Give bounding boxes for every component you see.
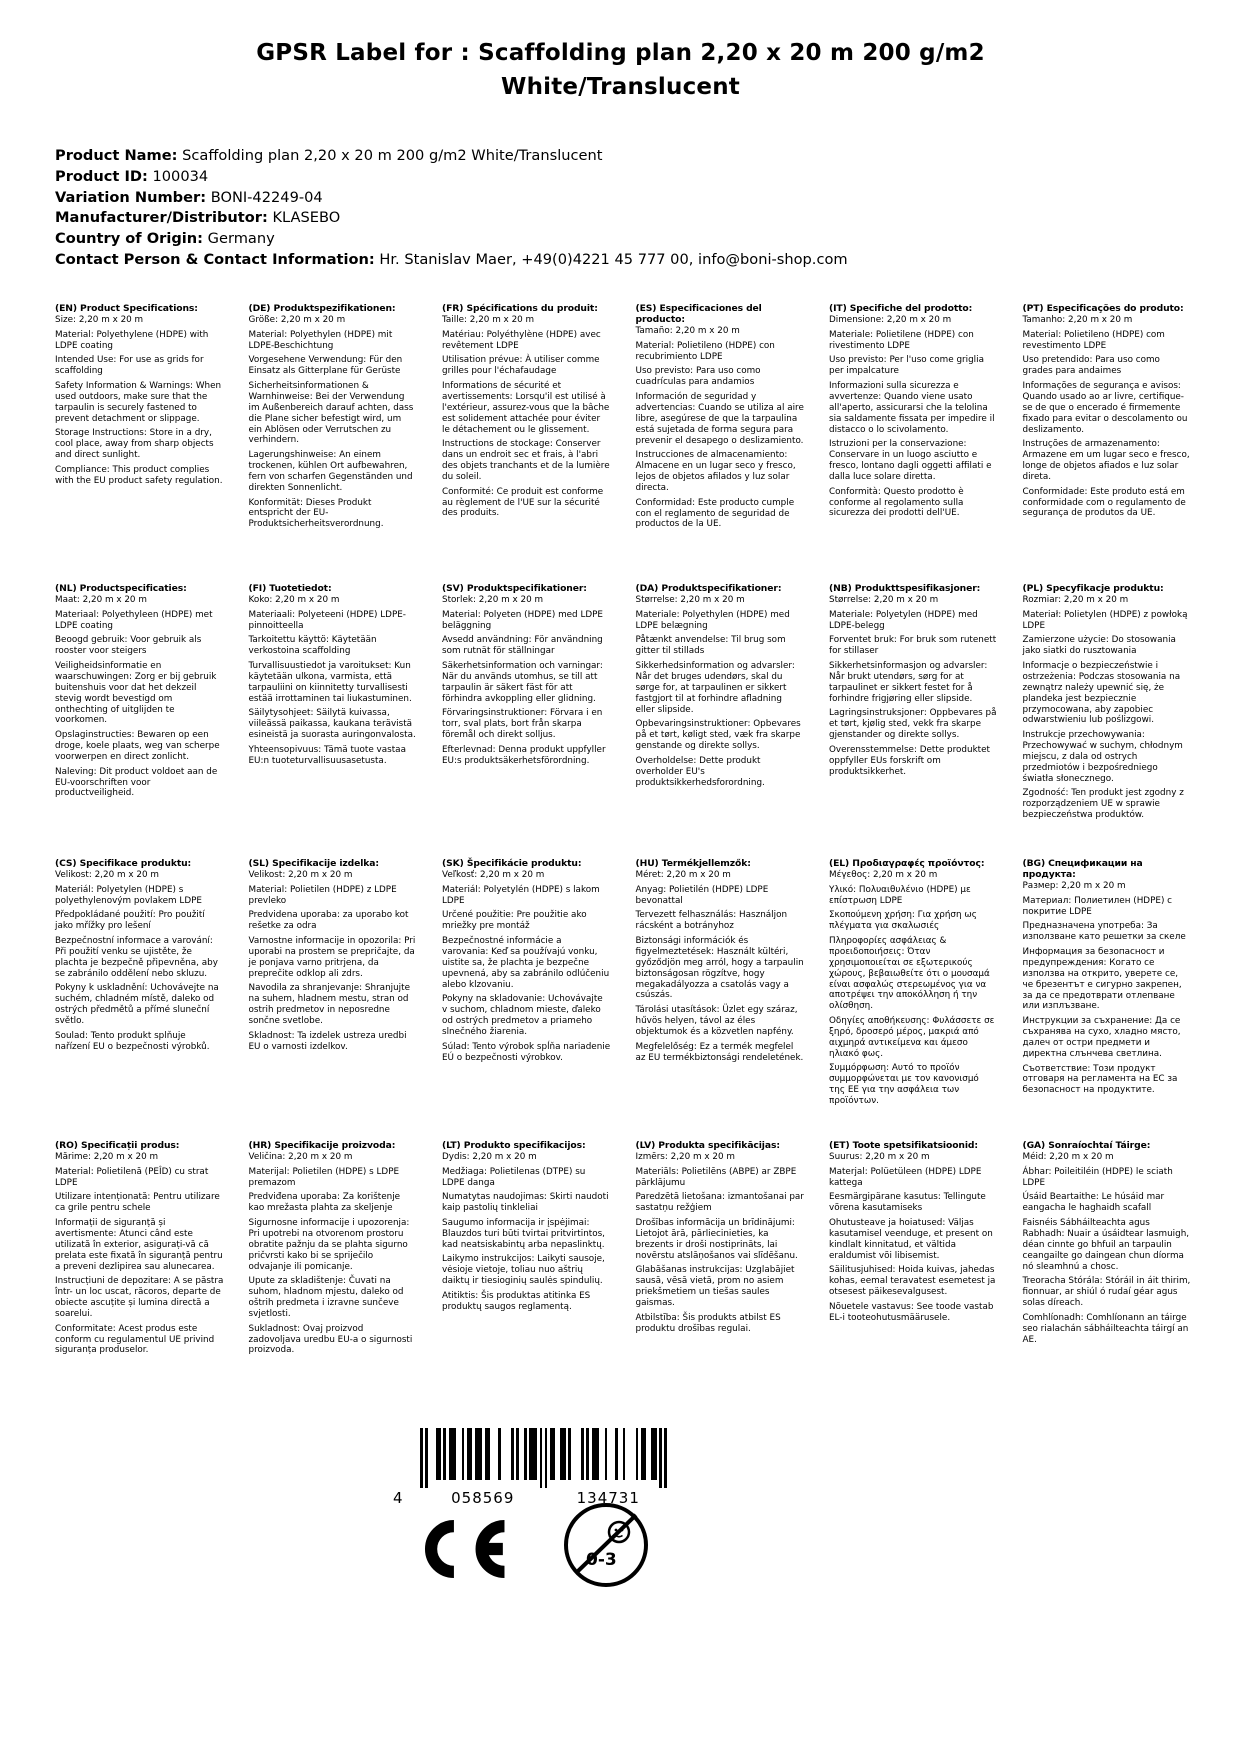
barcode-bar [475,1428,483,1480]
spec-paragraph: Comhlíonadh: Comhlíonann an táirge seo rialachán sábháilteachta táirgí an AE. [1022,1312,1189,1345]
spec-heading: (EL) Προδιαγραφές προϊόντος: [829,858,985,869]
barcode-bar [651,1428,656,1480]
spec-block-lt [442,1140,611,1440]
spec-paragraph: Instruções de armazenamento: Armazene em um lugar seco e fresco, longe de objetos afiados e luz solar direta. [1022,439,1190,482]
spec-paragraph: Upute za skladištenje: Čuvati na suhom, hladnom mjestu, daleko od oštrih predmeta i izravne sunčeve svjetlosti. [248,1276,404,1319]
spec-blocks-grid [55,303,1191,1440]
spec-paragraph: Faisnéis Sábháilteachta agus Rabhadh: Nuair a úsáidtear lasmuigh, déan cinnte go bhfuil an tarpaulin ceangailte go daingean chun díorma nó sleamhnú a chosc. [1022,1217,1190,1272]
spec-paragraph: Zamierzone użycie: Do stosowania jako siatki do rusztowania [1022,635,1176,657]
spec-heading: (HR) Specifikacije proizvoda: [248,1140,396,1151]
spec-paragraph: Mărime: 2,20 m x 20 m [55,1152,159,1162]
page-title-line2: White/Translucent [501,74,740,100]
spec-paragraph: Uso pretendido: Para uso como grades para andaimes [1022,355,1160,377]
spec-heading: (FI) Tuotetiedot: [248,583,332,594]
barcode-bar [560,1428,565,1480]
barcode-bar [467,1428,472,1480]
spec-paragraph: Saugumo informacija ir įspėjimai: Blauzdos turi būti tvirtai pritvirtintos, kad neatsiskabintų arba nepaslinktų. [442,1217,605,1250]
spec-paragraph: Naleving: Dit product voldoet aan de EU-voorschriften voor productveiligheid. [55,766,218,799]
spec-heading: (DE) Produktspezifikationen: [248,303,396,314]
spec-paragraph: Συμμόρφωση: Αυτό το προϊόν συμμορφώνεται με τον κανονισμό της ΕΕ για την ασφάλεια των προϊόντων. [829,1063,979,1107]
spec-paragraph: Forventet bruk: For bruk som rutenett for stillaser [829,635,997,657]
spec-block-ro [55,1140,224,1440]
spec-paragraph: Säkerhetsinformation och varningar: När du används utomhus, se till att tarpaulin är säkert fäst för att förhindra avkoppling eller glidning. [442,660,603,704]
spec-paragraph: Materiale: Polyethylen (HDPE) med LDPE belægning [635,609,790,631]
product-info-label: Product Name: [55,147,178,164]
barcode-bar [529,1428,537,1480]
spec-paragraph: Størrelse: 2,20 m x 20 m [635,595,745,605]
spec-paragraph: Medžiaga: Polietilenas (DTPE) su LDPE danga [442,1166,586,1188]
spec-block-en [55,303,224,583]
spec-paragraph: Materiał: Polietylen (HDPE) z powłoką LDPE [1022,609,1188,631]
spec-paragraph: Varnostne informacije in opozorila: Pri uporabi na prostem se prepričajte, da je ponjava varno pritrjena, da preprečite odklop ali zdrs. [248,935,416,979]
spec-paragraph: Biztonsági információk és figyelmeztetések: Használt kültéri, győződjön meg arról, hogy a tarpaulin biztonságosan rögzítve, hogy megakadályozza a csatolás vagy a csúszás. [635,935,804,1001]
product-info-row [55,188,848,209]
product-info-row [55,167,848,188]
spec-paragraph: Veľkosť: 2,20 m x 20 m [442,870,545,880]
spec-paragraph: Μέγεθος: 2,20 m x 20 m [829,870,938,880]
product-info-value: BONI-42249-04 [210,188,323,206]
spec-paragraph: Tárolási utasítások: Üzlet egy száraz, hűvös helyen, távol az éles objektumok és a közvetlen napfény. [635,1005,798,1037]
product-info-label: Manufacturer/Distributor: [55,209,268,227]
spec-paragraph: Instrukcje przechowywania: Przechowywać w suchym, chłodnym miejscu, z dala od ostrych przedmiotów i bezpośredniego światła słonecznego. [1022,730,1183,784]
spec-paragraph: Υλικό: Πολυαιθυλένιο (HDPE) με επίστρωση LDPE [829,884,971,906]
spec-paragraph: Lagringsinstruksjoner: Oppbevares på et tørt, kjølig sted, vekk fra skarpe gjenstander og direkte sollys. [829,708,997,741]
spec-paragraph: Drošības informācija un brīdinājumi: Lietojot ārā, pārliecinieties, ka brezents ir droši nostiprināts, lai novērstu atslāņošanos vai slīdēšanu. [635,1217,798,1261]
product-info-value: Scaffolding plan 2,20 x 20 m 200 g/m2 White/Translucent [182,147,603,164]
spec-paragraph: Conformidade: Este produto está em conformidade com o regulamento de segurança de produtos da UE. [1022,486,1186,519]
spec-paragraph: Sukladnost: Ovaj proizvod zadovoljava uredbu EU-a o sigurnosti proizvoda. [248,1323,413,1356]
spec-paragraph: Beoogd gebruik: Voor gebruik als rooster voor steigers [55,635,202,657]
spec-paragraph: Materijal: Polietilen (HDPE) s LDPE premazom [248,1166,400,1188]
spec-paragraph: Compliance: This product complies with the EU product safety regulation. [55,464,223,486]
spec-paragraph: Overensstemmelse: Dette produktet oppfyller EUs forskrift om produktsikkerhet. [829,744,990,777]
spec-paragraph: Istruzioni per la conservazione: Conservare in un luogo asciutto e fresco, lontano dagli oggetti affilati e dalla luce solare diretta. [829,439,992,482]
spec-paragraph: Velikost: 2,20 m x 20 m [248,870,353,880]
barcode-bar [540,1428,543,1488]
spec-paragraph: Sigurnosne informacije i upozorenja: Pri upotrebi na otvorenom prostoru obratite pažnju da se plahta sigurno pričvrsti kako bi se spriječilo odvajanje ili pomicanje. [248,1217,410,1272]
product-info-row [55,250,848,271]
barcode-bar [443,1428,446,1480]
spec-paragraph: Matériau: Polyéthylène (HDPE) avec revêtement LDPE [442,329,601,351]
spec-paragraph: Súlad: Tento výrobok spĺňa nariadenie EÚ o bezpečnosti výrobkov. [442,1041,611,1063]
spec-heading: (SK) Špecifikácie produktu: [442,858,582,869]
product-info-value: Hr. Stanislav Maer, +49(0)4221 45 777 00, info@boni-shop.com [379,250,848,268]
spec-block-hu [636,858,805,1140]
barcode-bar [449,1428,457,1480]
spec-paragraph: Materiál: Polyetylén (HDPE) s lakom LDPE [442,884,600,906]
spec-paragraph: Größe: 2,20 m x 20 m [248,315,346,325]
spec-paragraph: Conformitate: Acest produs este conform cu regulamentul UE privind siguranța produselor. [55,1323,215,1356]
spec-heading: (NB) Produkttspesifikasjoner: [829,583,981,594]
ce-mark-icon [405,1516,511,1582]
spec-paragraph: Bezpečnostné informácie a varovania: Keď sa používajú vonku, uistite sa, že plachta je bezpečne upevnená, aby sa zabránilo odlúčeniu alebo klzovaniu. [442,935,610,990]
spec-paragraph: Atbilstība: Šis produkts atbilst ES produktu drošības regulai. [635,1312,781,1334]
spec-block-pl [1023,583,1192,858]
spec-paragraph: Dimensione: 2,20 m x 20 m [829,315,952,325]
spec-paragraph: Instrucțiuni de depozitare: A se păstra într- un loc uscat, răcoros, departe de obiecte ascuțite și lumina directă a soarelui. [55,1276,224,1319]
spec-paragraph: Uso previsto: Para uso como cuadrículas para andamios [635,366,761,388]
barcode-bar [664,1428,667,1488]
spec-block-da [636,583,805,858]
spec-paragraph: Storage Instructions: Store in a dry, cool place, away from sharp objects and direct sunlight. [55,428,214,461]
spec-paragraph: Material: Polyethylene (HDPE) with LDPE coating [55,329,209,351]
product-info-label: Country of Origin: [55,230,204,248]
spec-paragraph: Sikkerhedsinformation og advarsler: Når det bruges udendørs, skal du sørge for, at tarpaulinen er sikkert fastgjort til at forhindre afladning eller slipside. [635,660,795,715]
spec-paragraph: Instrucciones de almacenamiento: Almacene en un lugar seco y fresco, lejos de objetos afilados y luz solar directa. [635,450,796,493]
age-warning-label: 0-3 [586,1550,617,1570]
spec-paragraph: Navodila za shranjevanje: Shranjujte na suhem, hladnem mestu, stran od ostrih predmetov in neposredne sončne svetlobe. [248,983,410,1027]
spec-paragraph: Paredzētā lietošana: izmantošanai par sastatņu režģiem [635,1192,804,1214]
product-info-label: Contact Person & Contact Information: [55,250,375,268]
spec-heading: (ET) Toote spetsifikatsioonid: [829,1140,978,1151]
barcode-bar [550,1428,555,1480]
spec-paragraph: Conformità: Questo prodotto è conforme al regolamento sulla sicurezza dei prodotti dell'UE. [829,486,964,519]
spec-block-cs [55,858,224,1140]
spec-paragraph: Méret: 2,20 m x 20 m [635,870,731,880]
spec-paragraph: Veiligheidsinformatie en waarschuwingen: Zorg er bij gebruik buitenshuis voor dat het dekzeil stevig wordt bevestigd om onthechting of uitglijden te voorkomen. [55,660,217,726]
spec-block-de [249,303,418,583]
spec-block-es [636,303,805,583]
spec-paragraph: Instructions de stockage: Conserver dans un endroit sec et frais, à l'abri des objets tranchants et de la lumière du soleil. [442,439,610,482]
barcode-area [393,1428,671,1506]
spec-paragraph: Πληροφορίες ασφάλειας & προειδοποιήσεις: Όταν χρησιμοποιείται σε εξωτερικούς χώρους, βεβαιωθείτε ότι ο μουσαμά είναι ασφαλώς στερεωμένος για να αποτρέψει την αποκόλληση ή την ολίσθηση. [829,935,990,1012]
ean13-barcode [420,1428,667,1488]
spec-paragraph: Información de seguridad y advertencias: Cuando se utiliza al aire libre, asegúrese de que la tarpaulina está sujetada de forma segura para prevenir el desapego o deslizamiento. [635,391,804,446]
page-title [0,36,1241,104]
spec-paragraph: Størrelse: 2,20 m x 20 m [829,595,939,605]
spec-heading: (EN) Product Specifications: [55,303,198,314]
spec-paragraph: Soulad: Tento produkt splňuje nařízení EU o bezpečnosti výrobků. [55,1030,210,1052]
spec-paragraph: Säilitusjuhised: Hoida kuivas, jahedas kohas, eemal teravatest esemetest ja otsesest päikesevalgusest. [829,1265,996,1298]
product-info-row [55,208,848,229]
spec-paragraph: Förvaringsinstruktioner: Förvara i en torr, sval plats, bort från skarpa föremål och direkt solljus. [442,708,603,741]
spec-block-el [829,858,998,1140]
barcode-bar [568,1428,571,1480]
product-info-value: KLASEBO [272,209,341,227]
spec-paragraph: Размер: 2,20 m x 20 m [1022,881,1126,891]
spec-paragraph: Информация за безопасност и предупреждения: Когато се използва на открито, уверете се, че брезентът е сигурно закрепен, за да се предотврати отлепване или изплъзване. [1022,946,1182,1012]
age-warning-0-3-icon [560,1499,652,1591]
spec-paragraph: Informazioni sulla sicurezza e avvertenze: Quando viene usato all'aperto, assicurarsi che la telolina sia saldamente fissata per impedire il distacco o lo scivolamento. [829,380,995,435]
spec-paragraph: Informacje o bezpieczeństwie i ostrzeżenia: Podczas stosowania na zewnątrz należy upewnić się, że plandeka jest bezpiecznie przymocowana, aby zapobiec odwarstwieniu lub poślizgowi. [1022,660,1181,726]
spec-paragraph: Taille: 2,20 m x 20 m [442,315,535,325]
spec-paragraph: Materjal: Polüetüleen (HDPE) LDPE kattega [829,1166,982,1188]
spec-heading: (FR) Spécifications du produit: [442,303,598,314]
spec-paragraph: Materiaal: Polyethyleen (HDPE) met LDPE coating [55,609,213,631]
spec-paragraph: Ohutusteave ja hoiatused: Väljas kasutamisel veenduge, et present on kindlalt kinnitatud, et vältida eraldumist või libisemist. [829,1217,993,1261]
spec-heading: (BG) Спецификации на продукта: [1022,858,1143,880]
spec-paragraph: Nõuetele vastavus: See toode vastab EL-i tooteohutusmäärusele. [829,1301,994,1323]
spec-paragraph: Bezpečnostní informace a varování: Při použití venku se ujistěte, že plachta je bezpečně připevněna, aby se zabránilo oddělení nebo skluzu. [55,935,218,979]
spec-paragraph: Informații de siguranță și avertismente: Atunci când este utilizată în exterior, asigurați-vă că prelata este fixată în siguranță pentru a preveni dezlipirea sau alunecarea. [55,1217,223,1272]
spec-paragraph: Sicherheitsinformationen & Warnhinweise: Bei der Verwendung im Außenbereich darauf achten, dass die Plane sicher befestigt wird, um ein Ablösen oder Verrutschen zu verhindern. [248,380,414,446]
spec-paragraph: Conformité: Ce produit est conforme au règlement de l'UE sur la sécurité des produits. [442,486,604,519]
spec-paragraph: Dydis: 2,20 m x 20 m [442,1152,537,1162]
barcode-bar [641,1428,646,1480]
spec-paragraph: Material: Polietileno (HDPE) con recubrimiento LDPE [635,340,775,362]
spec-paragraph: Materiál: Polyetylen (HDPE) s polyethylenovým povlakem LDPE [55,884,202,906]
spec-paragraph: Lagerungshinweise: An einem trockenen, kühlen Ort aufbewahren, fern von scharfen Gegenständen und direkten Sonnenlicht. [248,450,413,493]
spec-paragraph: Intended Use: For use as grids for scaffolding [55,355,204,377]
spec-paragraph: Treoracha Stórála: Stóráil in áit thirim, fionnuar, ar shiúl ó rudaí géar agus solas díreach. [1022,1276,1191,1309]
spec-paragraph: Materiale: Polietilene (HDPE) con rivestimento LDPE [829,329,974,351]
spec-paragraph: Storlek: 2,20 m x 20 m [442,595,544,605]
spec-paragraph: Predvidena uporaba: za uporabo kot rešetke za odra [248,910,409,932]
product-info-row [55,229,848,250]
spec-block-hr [249,1140,418,1440]
barcode-right-digits: 134731 [576,1489,640,1507]
spec-paragraph: Eesmärgipärane kasutus: Tellingute võrena kasutamiseks [829,1192,986,1214]
spec-block-sl [249,858,418,1140]
barcode-left-digits: 058569 [451,1489,515,1507]
spec-paragraph: Инструкции за съхранение: Да се съхранява на сухо, хладно място, далеч от остри предмети и директна слънчева светлина. [1022,1016,1181,1059]
spec-heading: (LV) Produkta specifikācijas: [635,1140,780,1151]
spec-paragraph: Material: Polietilenă (PEÎD) cu strat LDPE [55,1166,209,1188]
spec-paragraph: Material: Polyeten (HDPE) med LDPE beläggning [442,609,603,631]
spec-paragraph: Určené použitie: Pre použitie ako mriežky pre montáž [442,910,587,932]
barcode-bar [586,1428,589,1480]
spec-paragraph: Sikkerhetsinformasjon og advarsler: Når brukt utendørs, sørg for at tarpaulinet er sikkert festet for å forhindre frigjøring eller slipside. [829,660,988,704]
spec-block-it [829,303,998,583]
spec-paragraph: Skladnost: Ta izdelek ustreza uredbi EU o varnosti izdelkov. [248,1030,407,1052]
spec-block-lv [636,1140,805,1440]
spec-paragraph: Tamanho: 2,20 m x 20 m [1022,315,1133,325]
barcode-bar [511,1428,514,1480]
spec-paragraph: Materiaali: Polyeteeni (HDPE) LDPE-pinnoitteella [248,609,406,631]
spec-paragraph: Anyag: Polietilén (HDPE) LDPE bevonattal [635,884,769,906]
spec-paragraph: Påtænkt anvendelse: Til brug som gitter til stillads [635,635,786,657]
barcode-bar [485,1428,490,1480]
spec-heading: (HU) Termékjellemzők: [635,858,751,869]
page-title-line1: GPSR Label for : Scaffolding plan 2,20 x 20 m 200 g/m2 [256,40,985,66]
spec-paragraph: Koko: 2,20 m x 20 m [248,595,340,605]
barcode-bar [623,1428,626,1480]
spec-paragraph: Tarkoitettu käyttö: Käytetään verkostoina scaffolding [248,635,377,657]
spec-paragraph: Konformität: Dieses Produkt entspricht der EU-Produktsicherheitsverordnung. [248,497,384,530]
spec-paragraph: Megfelelőség: Ez a termék megfelel az EU termékbiztonsági rendeletének. [635,1041,804,1063]
spec-paragraph: Úsáid Beartaithe: Le húsáid mar eangacha le haghaidh scafall [1022,1192,1165,1214]
spec-paragraph: Size: 2,20 m x 20 m [55,315,144,325]
spec-heading: (RO) Specificații produs: [55,1140,180,1151]
barcode-bar [636,1428,639,1480]
spec-block-nb [829,583,998,858]
spec-paragraph: Säilytysohjeet: Säilytä kuivassa, viileässä paikassa, kaukana terävistä esineistä ja suorasta auringonvalosta. [248,708,416,741]
spec-paragraph: Laikymo instrukcijos: Laikyti sausoje, vėsioje vietoje, toliau nuo aštrių daiktų ir tiesioginių saulės spindulių. [442,1254,605,1287]
spec-paragraph: Pokyny na skladovanie: Uchovávajte v suchom, chladnom mieste, ďaleko od ostrých predmetov a priameho slnečného žiarenia. [442,994,603,1037]
spec-paragraph: Vorgesehene Verwendung: Für den Einsatz als Gitterplane für Gerüste [248,355,403,377]
spec-heading: (PT) Especificações do produto: [1022,303,1184,314]
spec-block-sk [442,858,611,1140]
barcode-bar [425,1428,428,1488]
spec-paragraph: Tervezett felhasználás: Használjon rácsként a botrányhoz [635,910,788,932]
spec-paragraph: Utilizare intenționată: Pentru utilizare ca grile pentru schele [55,1192,220,1214]
spec-heading: (LT) Produkto specifikacijos: [442,1140,586,1151]
spec-paragraph: Material: Polietileno (HDPE) com revestimento LDPE [1022,329,1165,351]
spec-paragraph: Οδηγίες αποθήκευσης: Φυλάσσετε σε ξηρό, δροσερό μέρος, μακριά από αιχμηρά αντικείμενα και άμεσο ηλιακό φως. [829,1016,995,1059]
spec-heading: (DA) Produktspecifikationer: [635,583,782,594]
spec-paragraph: Informations de sécurité et avertissements: Lorsqu'il est utilisé à l'extérieur, assurez-vous que la bâche est solidement attachée pour éviter le détachement ou le glissement. [442,380,610,435]
spec-paragraph: Conformidad: Este producto cumple con el reglamento de seguridad de productos de la UE. [635,497,795,530]
spec-paragraph: Opbevaringsinstruktioner: Opbevares på et tørt, køligt sted, væk fra skarpe genstande og direkte sollys. [635,719,801,752]
barcode-bar [524,1428,527,1480]
spec-paragraph: Предназначена употреба: За използване като решетки за скеле [1022,921,1186,943]
spec-block-nl [55,583,224,858]
spec-paragraph: Opslaginstructies: Bewaren op een droge, koele plaats, weg van scherpe voorwerpen en direct zonlicht. [55,730,220,762]
spec-paragraph: Méid: 2,20 m x 20 m [1022,1152,1114,1162]
spec-paragraph: Suurus: 2,20 m x 20 m [829,1152,930,1162]
spec-paragraph: Zgodność: Ten produkt jest zgodny z rozporządzeniem UE w sprawie bezpieczeństwa produktów. [1022,788,1184,821]
spec-heading: (CS) Specifikace produktu: [55,858,192,869]
spec-block-fr [442,303,611,583]
spec-paragraph: Atitiktis: Šis produktas atitinka ES produktų saugos reglamentą. [442,1290,591,1312]
barcode-bar [462,1428,465,1480]
spec-paragraph: Maat: 2,20 m x 20 m [55,595,147,605]
product-info-label: Variation Number: [55,188,207,206]
barcode-bar [498,1428,501,1480]
spec-heading: (IT) Specifiche del prodotto: [829,303,973,314]
spec-heading: (GA) Sonraíochtaí Táirge: [1022,1140,1151,1151]
spec-paragraph: Материал: Полиетилен (HDPE) с покритие LDPE [1022,895,1173,917]
spec-paragraph: Informações de segurança e avisos: Quando usado ao ar livre, certifique-se de que o encerado é firmemente fixado para evitar o descolamento ou deslizamento. [1022,380,1188,435]
spec-heading: (ES) Especificaciones del producto: [635,303,762,325]
spec-paragraph: Utilisation prévue: À utiliser comme grilles pour l'échafaudage [442,355,600,377]
product-info-row [55,146,848,167]
barcode-bar [436,1428,441,1480]
barcode-bar [581,1428,584,1480]
product-info-value: 100034 [152,167,209,185]
spec-heading: (SL) Specifikacije izdelka: [248,858,379,869]
spec-heading: (NL) Productspecificaties: [55,583,187,594]
spec-block-fi [249,583,418,858]
spec-paragraph: Avsedd användning: För användning som rutnät för ställningar [442,635,603,657]
spec-paragraph: Pokyny k uskladnění: Uchovávejte na suchém, chladném místě, daleko od ostrých předmětů a přímé sluneční světlo. [55,983,219,1027]
spec-block-pt [1023,303,1192,583]
barcode-bar [659,1428,662,1488]
spec-paragraph: Material: Polietilen (HDPE) z LDPE prevleko [248,884,397,906]
spec-paragraph: Σκοπούμενη χρήση: Για χρήση ως πλέγματα για σκαλωσιές [829,910,977,932]
spec-paragraph: Materiale: Polyetylen (HDPE) med LDPE-belegg [829,609,978,631]
product-info-label: Product ID: [55,167,148,185]
spec-paragraph: Předpokládané použití: Pro použití jako mřížky pro lešení [55,910,205,932]
spec-paragraph: Safety Information & Warnings: When used outdoors, make sure that the tarpaulin is securely fastened to prevent detachment or slippage. [55,380,222,424]
spec-paragraph: Veličina: 2,20 m x 20 m [248,1152,353,1162]
barcode-bar [592,1428,600,1480]
spec-paragraph: Velikost: 2,20 m x 20 m [55,870,159,880]
barcode-bar [615,1428,618,1480]
spec-paragraph: Ábhar: Poileitiléin (HDPE) le sciath LDPE [1022,1166,1173,1188]
spec-block-ga [1023,1140,1192,1440]
spec-paragraph: Izmērs: 2,20 m x 20 m [635,1152,735,1162]
barcode-lead-digit: 4 [393,1489,403,1507]
spec-block-et [829,1140,998,1440]
spec-block-bg [1023,858,1192,1140]
spec-paragraph: Съответствие: Този продукт отговаря на регламента на ЕС за безопасност на продуктите. [1022,1063,1178,1096]
spec-paragraph: Rozmiar: 2,20 m x 20 m [1022,595,1129,605]
spec-paragraph: Tamaño: 2,20 m x 20 m [635,326,740,336]
spec-heading: (PL) Specyfikacje produktu: [1022,583,1164,594]
spec-paragraph: Material: Polyethylen (HDPE) mit LDPE-Beschichtung [248,329,393,351]
spec-paragraph: Uso previsto: Per l'uso come griglia per impalcature [829,355,984,377]
barcode-bar [545,1428,548,1488]
spec-heading: (SV) Produktspecifikationer: [442,583,587,594]
spec-paragraph: Predviđena uporaba: Za korištenje kao mrežasta plahta za skeljenje [248,1192,401,1214]
spec-paragraph: Overholdelse: Dette produkt overholder EU's produktsikkerhedsforordning. [635,755,765,788]
barcode-bar [605,1428,608,1480]
spec-paragraph: Yhteensopivuus: Tämä tuote vastaa EU:n tuoteturvallisuusasetusta. [248,744,406,766]
spec-paragraph: Numatytas naudojimas: Skirti naudoti kaip pastolių tinkleliai [442,1192,609,1214]
product-info-value: Germany [207,230,275,248]
spec-paragraph: Efterlevnad: Denna produkt uppfyller EU:s produktsäkerhetsförordning. [442,744,606,766]
spec-paragraph: Materiāls: Polietilēns (ABPE) ar ZBPE pārklājumu [635,1166,797,1188]
barcode-bar [420,1428,423,1488]
product-info-section [55,146,848,271]
spec-paragraph: Turvallisuustiedot ja varoitukset: Kun käytetään ulkona, varmista, että tarpauliini on kiinnitetty turvallisesti estää irrottaminen tai liukastuminen. [248,660,412,704]
spec-block-sv [442,583,611,858]
spec-paragraph: Glabāšanas instrukcijas: Uzglabājiet sausā, vēsā vietā, prom no asiem priekšmetiem un tiešas saules gaismas. [635,1265,795,1309]
barcode-bar [516,1428,519,1480]
